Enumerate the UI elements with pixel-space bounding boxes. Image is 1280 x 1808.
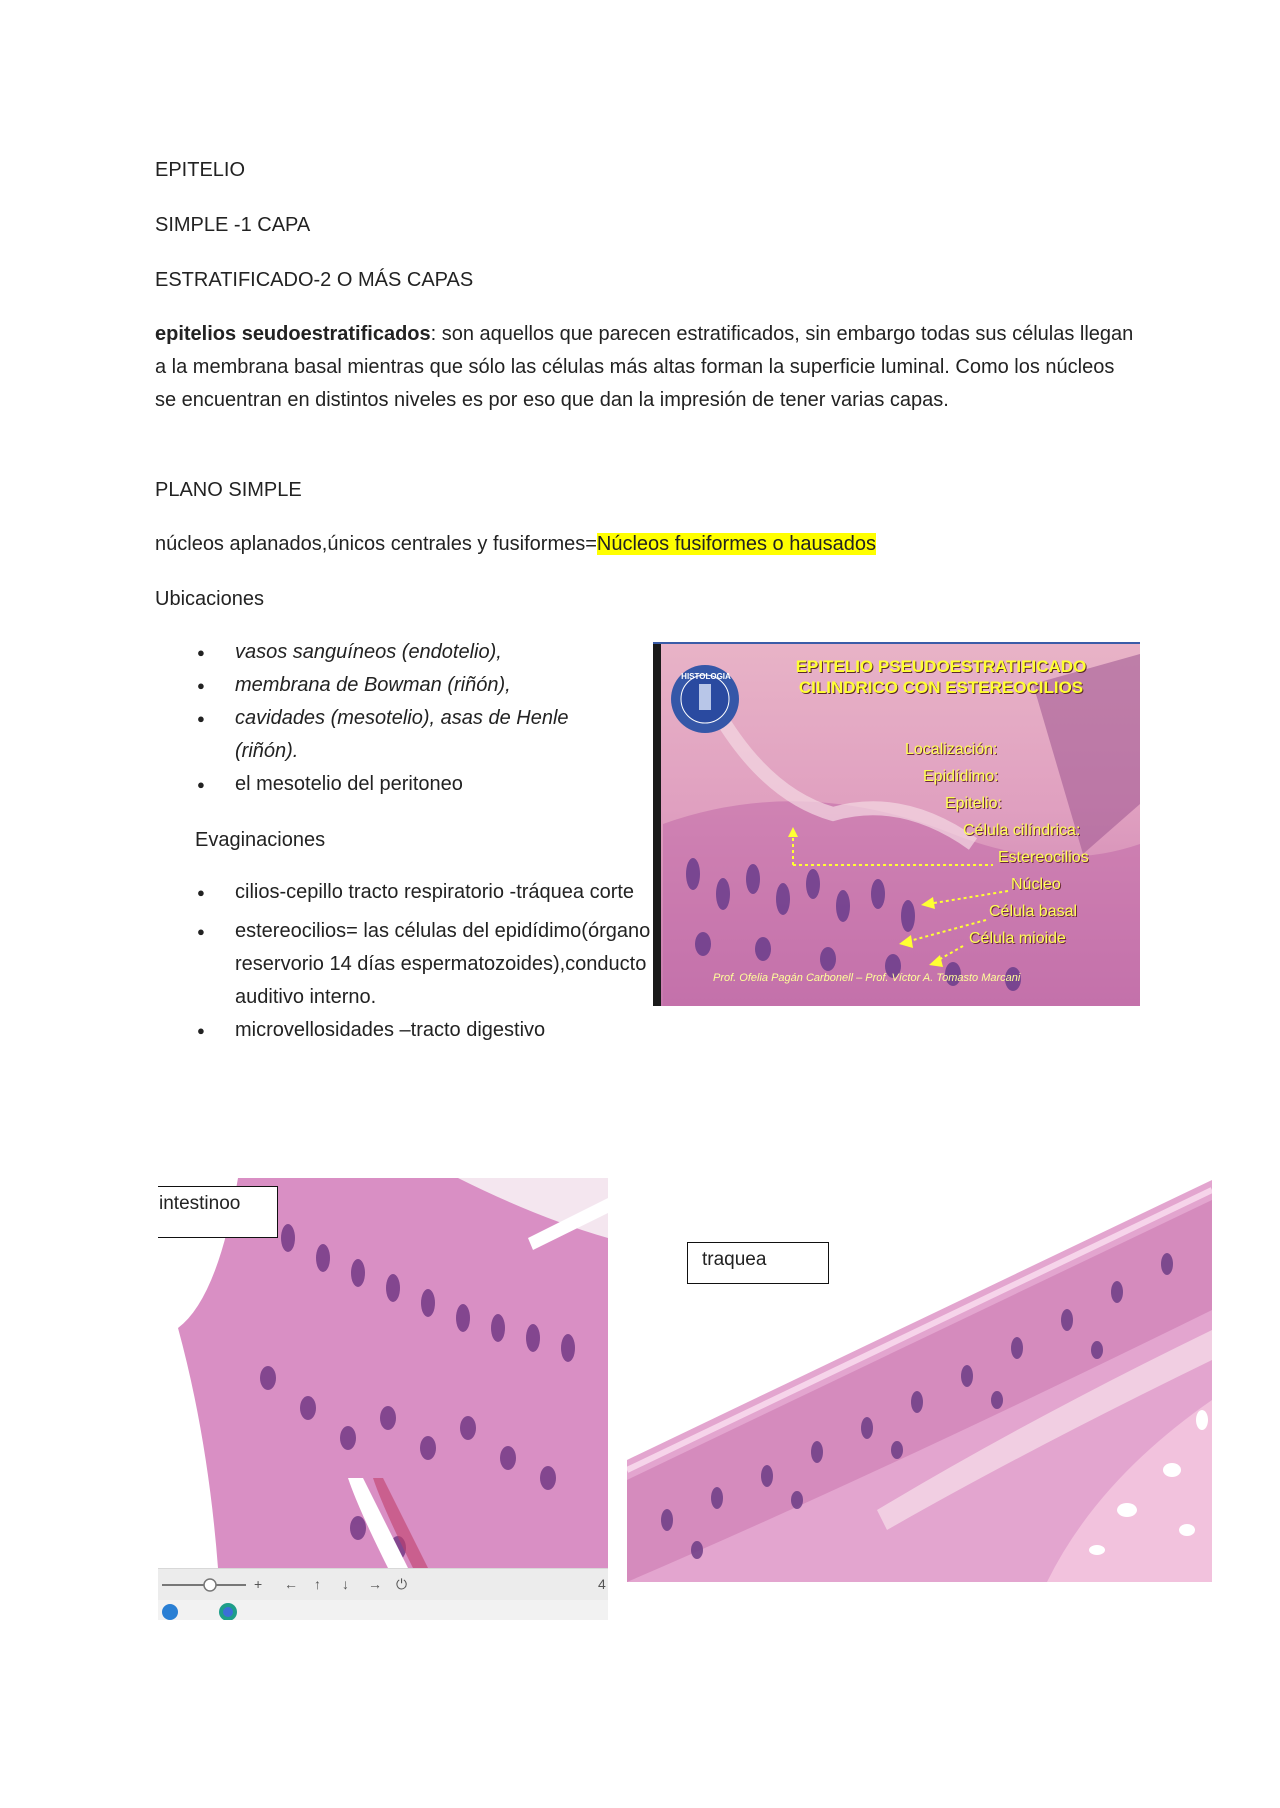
doc-title: EPITELIO	[155, 159, 246, 181]
slide-title-line1: EPITELIO PSEUDOESTRATIFICADO	[795, 657, 1087, 676]
slide-label-celula-basal: Célula basal	[989, 903, 1078, 920]
evaginaciones-list	[195, 876, 675, 1047]
zoom-slider[interactable]	[162, 1575, 252, 1595]
taskbar	[158, 1600, 608, 1620]
slide-label-localizacion: Localización:	[905, 741, 998, 758]
list-item: ● cilios-cepillo tracto respiratorio -tráquea corte	[195, 876, 665, 909]
list-item: ● el mesotelio del peritoneo	[195, 768, 575, 801]
arrow-right-icon[interactable]: →	[368, 1576, 382, 1592]
nuclei-line	[155, 530, 876, 558]
list-item: ● cavidades (mesotelio), asas de Henle (riñón).	[195, 702, 575, 768]
intestine-label: intestinoo	[158, 1186, 278, 1238]
slide-label-nucleo: Núcleo	[1011, 876, 1061, 893]
ubicaciones-list	[195, 636, 575, 801]
simple-heading: SIMPLE -1 CAPA	[155, 214, 311, 236]
slide-title-line2: CILINDRICO CON ESTEREOCILIOS	[798, 678, 1084, 697]
nuclei-text: núcleos aplanados,únicos centrales y fusiformes=	[155, 533, 597, 555]
toolbar-suffix: 4	[598, 1576, 606, 1592]
trachea-tissue-image	[627, 1180, 1212, 1582]
list-item: ● membrana de Bowman (riñón),	[195, 669, 575, 702]
slide-label-estereocilios: Estereocilios	[998, 849, 1089, 866]
stratified-heading: ESTRATIFICADO-2 O MÁS CAPAS	[155, 269, 474, 291]
ubicaciones-heading: Ubicaciones	[155, 588, 264, 610]
slide-credit: Prof. Ofelia Pagán Carbonell – Prof. Víctor A. Tomasto Marcani	[713, 972, 1021, 984]
slide-logo-text: HISTOLOGIA	[681, 672, 731, 681]
pseudo-text: : son aquellos que parecen estratificados, sin embargo todas sus células llegan a la membrana basal mientras que sólo las células más altas forman la superficie luminal. Como los núcleos se encuentran en distintos niveles es por eso que dan la impresión de tener varias capas.	[155, 323, 1134, 411]
trachea-image	[627, 1180, 1212, 1582]
evaginaciones-heading: Evaginaciones	[195, 829, 326, 851]
slide-label-celula-mioide: Célula mioide	[969, 930, 1066, 947]
histology-slide	[653, 642, 1140, 1006]
arrow-left-icon[interactable]: ←	[284, 1576, 298, 1592]
list-item: ● vasos sanguíneos (endotelio),	[195, 636, 575, 669]
nuclei-highlight: Núcleos fusiformes o hausados	[596, 533, 876, 555]
slide-label-epitelio: Epitelio:	[945, 795, 1002, 812]
power-icon[interactable]: ⏻	[396, 1576, 408, 1592]
list-item: ● microvellosidades –tracto digestivo	[195, 1014, 675, 1047]
slide-label-epididimo: Epidídimo:	[923, 768, 999, 785]
pseudo-term: epitelios seudoestratificados	[155, 323, 431, 345]
plano-simple-heading: PLANO SIMPLE	[155, 479, 302, 501]
intestine-image	[158, 1178, 608, 1620]
pseudo-paragraph	[155, 318, 1135, 417]
viewer-toolbar	[158, 1568, 608, 1601]
slide-title	[761, 656, 1121, 698]
arrow-down-icon[interactable]: ↓	[342, 1576, 349, 1592]
zoom-in-icon[interactable]: +	[254, 1576, 263, 1592]
arrow-up-icon[interactable]: ↑	[314, 1576, 321, 1592]
edge-browser-icon-inner	[223, 1607, 233, 1617]
list-item: ● estereocilios= las células del epidídimo(órgano reservorio 14 días espermatozoides),conducto auditivo interno.	[195, 915, 675, 1014]
taskbar-icons	[158, 1600, 238, 1620]
trachea-label: traquea	[687, 1242, 829, 1284]
taskbar-app-icon[interactable]	[162, 1604, 178, 1620]
slide-label-celula-cilindrica: Célula cilíndrica:	[963, 822, 1081, 839]
